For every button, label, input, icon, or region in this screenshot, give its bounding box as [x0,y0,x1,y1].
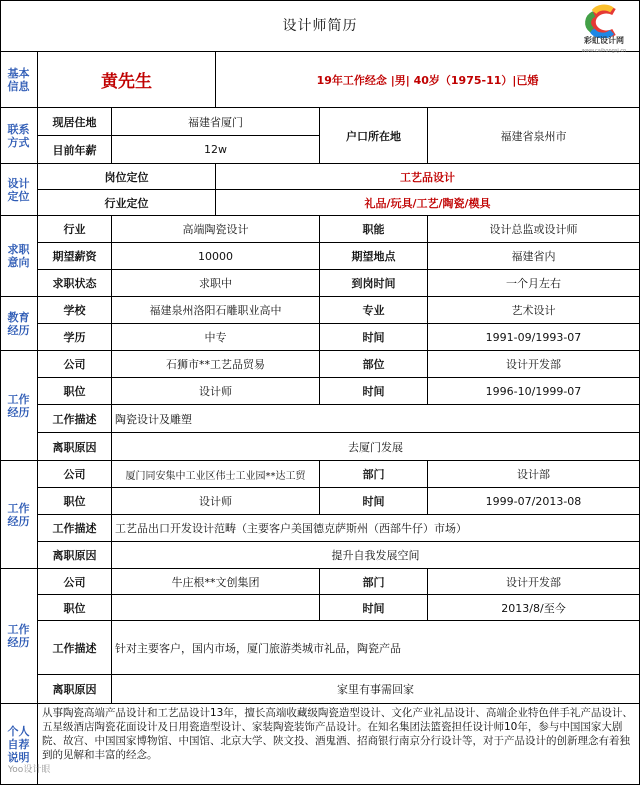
arrival-time-label: 到岗时间 [320,270,428,297]
rainbow-logo [574,4,634,54]
residence-label: 现居住地 [38,108,112,136]
job-status-value: 求职中 [112,270,320,297]
logo-text: 彩虹设计网 [584,36,624,45]
work2-time-value: 1999-07/2013-08 [428,488,640,515]
work3-company-value: 牛庄根**文创集团 [112,569,320,595]
work2-company-label: 公司 [38,461,112,488]
major-value: 艺术设计 [428,297,640,324]
industry-position-value: 礼品/玩具/工艺/陶瓷/模具 [216,190,640,216]
work1-leave-value: 去厦门发展 [112,433,640,461]
edu-time-value: 1991-09/1993-07 [428,324,640,351]
work1-dept-value: 设计开发部 [428,351,640,378]
salary-value: 12w [112,136,320,164]
section-work-3: 工作 经历 [0,569,38,704]
work3-desc-value: 针对主要客户，国内市场，厦门旅游类城市礼品，陶瓷产品 [112,621,640,675]
degree-value: 中专 [112,324,320,351]
function-label: 职能 [320,216,428,243]
expected-pay-label: 期望薪资 [38,243,112,270]
section-basic: 基本 信息 [0,52,38,108]
section-contact: 联系 方式 [0,108,38,164]
expected-place-label: 期望地点 [320,243,428,270]
expected-place-value: 福建省内 [428,243,640,270]
work1-company-value: 石狮市**工艺品贸易 [112,351,320,378]
work1-desc-label: 工作描述 [38,405,112,433]
work1-title-value: 设计师 [112,378,320,405]
section-education: 教育 经历 [0,297,38,351]
work3-desc-label: 工作描述 [38,621,112,675]
section-position: 设计 定位 [0,164,38,216]
major-label: 专业 [320,297,428,324]
work1-time-label: 时间 [320,378,428,405]
section-intent: 求职 意向 [0,216,38,297]
work2-leave-label: 离职原因 [38,542,112,569]
logo-sub: www.caihongsj.cn [581,48,627,54]
work1-title-label: 职位 [38,378,112,405]
resume-title [0,0,640,52]
intent-industry-label: 行业 [38,216,112,243]
logo-mark-icon [574,4,634,38]
work2-desc-value: 工艺品出口开发设计范畴（主要客户美国德克萨斯州（西部牛仔）市场） [112,515,640,542]
work2-dept-label: 部门 [320,461,428,488]
degree-label: 学历 [38,324,112,351]
title-text: 设计师简历 [282,18,358,34]
work3-title-label: 职位 [38,595,112,621]
arrival-time-value: 一个月左右 [428,270,640,297]
work3-company-label: 公司 [38,569,112,595]
edu-time-label: 时间 [320,324,428,351]
school-label: 学校 [38,297,112,324]
school-value: 福建泉州洛阳石雕职业高中 [112,297,320,324]
residence-value: 福建省厦门 [112,108,320,136]
work1-dept-label: 部位 [320,351,428,378]
work3-dept-label: 部门 [320,569,428,595]
function-value: 设计总监或设计师 [428,216,640,243]
work2-time-label: 时间 [320,488,428,515]
self-introduction: 从事陶瓷高端产品设计和工艺品设计13年，擅长高端收藏级陶瓷造型设计、文化产业礼品设计、高端企业特色伴手礼产品设计、五星级酒店陶瓷花面设计及日用瓷造型设计、家装陶瓷装饰产品设计。在知名集团法篮瓷担任设计师10年，参与中国国家大剧院、故宫、中国国家博物馆、中国馆、北京大学、陕文投、酒鬼酒、招商银行南京分行设计等，对于产品设计的创新理念有着独到的见解和丰富的经念。 [38,704,640,785]
watermark: Yoo设计眼 [8,765,51,775]
work1-company-label: 公司 [38,351,112,378]
candidate-name: 黄先生 [38,52,216,108]
section-bio: 个人 自荐 说明 [0,704,38,785]
role-label: 岗位定位 [38,164,216,190]
work3-title-value [112,595,320,621]
work3-leave-label: 离职原因 [38,675,112,704]
job-status-label: 求职状态 [38,270,112,297]
work2-dept-value: 设计部 [428,461,640,488]
intent-industry-value: 高端陶瓷设计 [112,216,320,243]
section-work-1: 工作 经历 [0,351,38,461]
hukou-label: 户口所在地 [320,108,428,164]
work1-desc-value: 陶瓷设计及雕塑 [112,405,640,433]
work1-time-value: 1996-10/1999-07 [428,378,640,405]
role-value: 工艺品设计 [216,164,640,190]
work3-time-value: 2013/8/至今 [428,595,640,621]
salary-label: 目前年薪 [38,136,112,164]
work3-time-label: 时间 [320,595,428,621]
work2-company-value: 厦门同安集中工业区伟士工业园**达工贸 [112,461,320,488]
industry-position-label: 行业定位 [38,190,216,216]
work2-title-value: 设计师 [112,488,320,515]
work2-title-label: 职位 [38,488,112,515]
section-work-2: 工作 经历 [0,461,38,569]
work3-dept-value: 设计开发部 [428,569,640,595]
hukou-value: 福建省泉州市 [428,108,640,164]
candidate-summary: 19年工作经念 |男| 40岁（1975-11）|已婚 [216,52,640,108]
work3-leave-value: 家里有事需回家 [112,675,640,704]
expected-pay-value: 10000 [112,243,320,270]
work2-desc-label: 工作描述 [38,515,112,542]
work2-leave-value: 提升自我发展空间 [112,542,640,569]
work1-leave-label: 离职原因 [38,433,112,461]
